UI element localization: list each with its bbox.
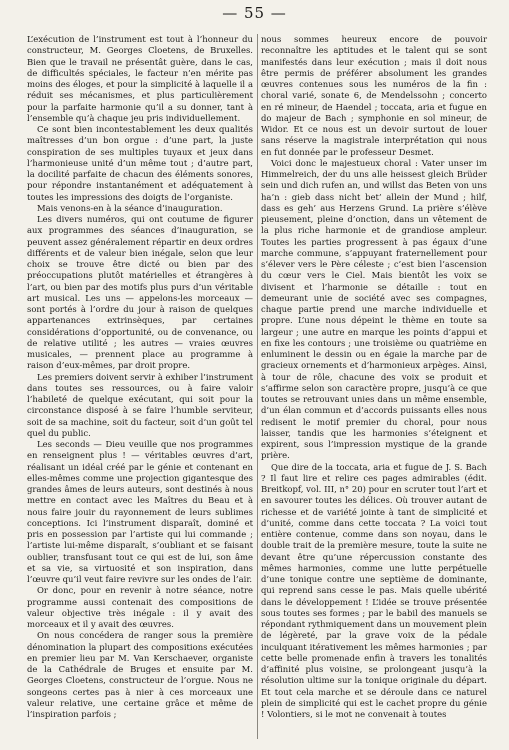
paragraph: Les premiers doivent servir à exhiber l’instrument dans toutes ses ressources, ou à faire valoir l’habileté de quelque exécutant, qui soit pour la circonstance disposé à se faire l’humble serviteur, soit de sa machine, soit du facteur, soit d’un goût tel quel du public. [27, 371, 253, 438]
paragraph: nous sommes heureux encore de pouvoir reconnaître les aptitudes et le talent qui se sont manifestés dans leur exécution ; mais il doit nous être permis de préférer absolument les grandes œuvres contenues sous les numéros de la fin : choral varié, sonate 6, de Mendelssohn ; concerto en ré mineur, de Haendel ; toccata, aria et fugue en do majeur de Bach ; symphonie en sol mineur, de Widor. Et ce nous est un devoir surtout de louer sans réserve la magistrale interprétation qui nous en fut donnée par le professeur Desmet. [261, 34, 487, 157]
left-column [27, 34, 253, 720]
paragraph: Mais venons-en à la séance d’inauguration. [37, 202, 223, 213]
paragraph: Les divers numéros, qui ont coutume de figurer aux programmes des séances d’inauguration, se peuvent assez généralement répartir en deux ordres différents et de valeur bien inégale, selon que leur choix se trouve être dicté ou bien par des préoccupations plutôt matérielles et étrangères à l’art, ou bien par des motifs plus purs d’un véritable art musical. Les uns — appelons-les morceaux — sont portés à l’ordre du jour à raison de quelques appartenances extrinsèques, par certaines considérations d’opportunité, ou de convenance, ou de relative utilité ; les autres — vraies œuvres musicales, — prennent place au programme à raison d’eux-mêmes, par droit propre. [27, 214, 253, 371]
page-number: — 55 — [222, 4, 287, 22]
paragraph: Or donc, pour en revenir à notre séance, notre programme aussi contenait des compositions de valeur objective très inégale : il y avait des morceaux et il y avait des œuvres. [27, 585, 253, 629]
paragraph: Les seconds — Dieu veuille que nos programmes en renseignent plus ! — véritables œuvres d’art, réalisant un idéal créé par le génie et contenant en elles-mêmes comme une projection gigantesque des grandes âmes de leurs auteurs, sont destinés à nous mettre en contact avec les Maîtres du Beau et à nous faire jouir du rayonnement de leurs sublimes conceptions. Ici l’instrument disparaît, dominé et pris en possession par l’artiste qui lui commande ; l’artiste lui-même disparaît, s’oubliant et se faisant oublier, transfusant tout ce qui est de lui, son âme et sa vie, sa virtuosité et son inspiration, dans l’œuvre qu’il veut faire revivre sur les ondes de l’air. [27, 439, 253, 584]
paragraph: On nous concédera de ranger sous la première dénomination la plupart des compositions exécutées en premier lieu par M. Van Kerschaever, organiste de la Cathédrale de Bruges et ensuite par M. Georges Cloetens, constructeur de l’orgue. Nous ne songeons certes pas à nier à ces morceaux une valeur relative, une certaine grâce et même de l’inspiration parfois ; [27, 630, 253, 719]
column-divider [257, 34, 258, 739]
paragraph: Que dire de la toccata, aria et fugue de J. S. Bach ? Il faut lire et relire ces pages admirables (édit. Breitkopf, vol. III, n° 20) pour en scruter tout l’art et en savourer toutes les délices. Où trouver autant de richesse et de variété jointe à tant de simplicité et d’unité, comme dans cette toccata ? La voici tout entière contenue, comme dans son noyau, dans le double trait de la première mesure, toute la suite ne devant être qu’une répercussion constante des mêmes harmonies, comme une lutte perpétuelle d’une tonique contre une septième de dominante, qui reprend sans cesse le pas. Mais quelle ubérité dans le développement ! L’idée se trouve présentée sous toutes ses formes ; par le babil des manuels se répondant rythmiquement dans un mouvement plein de légèreté, par la grave voix de la pédale inculquant itérativement les mêmes harmonies ; par cette belle promenade enfin à travers les tonalités d’affinité plus voisine, se prolongeant jusqu’à la résolution ultime sur la tonique originale du départ. Et tout cela marche et se déroule dans ce naturel plein de simplicité qui est le cachet propre du génie ! Volontiers, si le mot ne convenait à toutes [261, 461, 487, 719]
right-column [261, 34, 487, 720]
paragraph: L’exécution de l’instrument est tout à l’honneur du constructeur, M. Georges Cloetens, de Bruxelles. Bien que le travail ne présentât guère, dans le cas, de difficultés spéciales, le facteur n’en mérite pas moins des éloges, et pour la simplicité à laquelle il a réduit ses mécanismes, et plus particulièrement pour la parfaite harmonie qu’il a su donner, tant à l’ensemble qu’à chaque jeu pris individuellement. [27, 34, 253, 123]
paragraph: Ce sont bien incontestablement les deux qualités maîtresses d’un bon orgue : d’une part, la juste conspiration de ses multiples tuyaux et jeux dans l’harmonieuse unité d’un même tout ; d’autre part, la docilité parfaite de chacun des éléments sonores, pour répondre instantanément et adéquatement à toutes les impressions des doigts de l’organiste. [27, 124, 253, 202]
paragraph: Voici donc le majestueux choral : Vater unser im Himmelreich, der du uns alle heissest gleich Brüder sein und dich rufen an, und willst das Beten von uns ha’n : gieb dass nicht bet’ allein der Mund ; hilf, dass es geh’ aus Herzens Grund. La prière s’élève pieusement, pleine d’onction, dans un vêtement de la plus riche harmonie et de grandiose ampleur. Toutes les parties progressent à pas égaux d’une marche commune, s’appuyant fraternellement pour s’élever vers le Père céleste ; c’est bien l’ascension du cœur vers le Ciel. Mais bientôt les voix se divisent et l’harmonie se détaille : tout en demeurant unie de société avec ses compagnes, chaque partie prend une marche individuelle et propre. L’une nous dépeint le thème en toute sa largeur ; une autre en marque les points d’appui et en fixe les contours ; une troisième ou quatrième en enluminent le dessin ou en égaie la marche par de gracieux ornements et d’harmonieux arpèges. Ainsi, à tour de rôle, chacune des voix se produit et s’affirme selon son caractère propre, jusqu’à ce que toutes se retrouvant unies dans un même ensemble, d’un élan commun et d’accords puissants elles nous redisent le motif premier du choral, pour nous laisser, tandis que les harmonies s’éteignent et expirent, sous l’impression mystique de la grande prière. [261, 157, 487, 461]
